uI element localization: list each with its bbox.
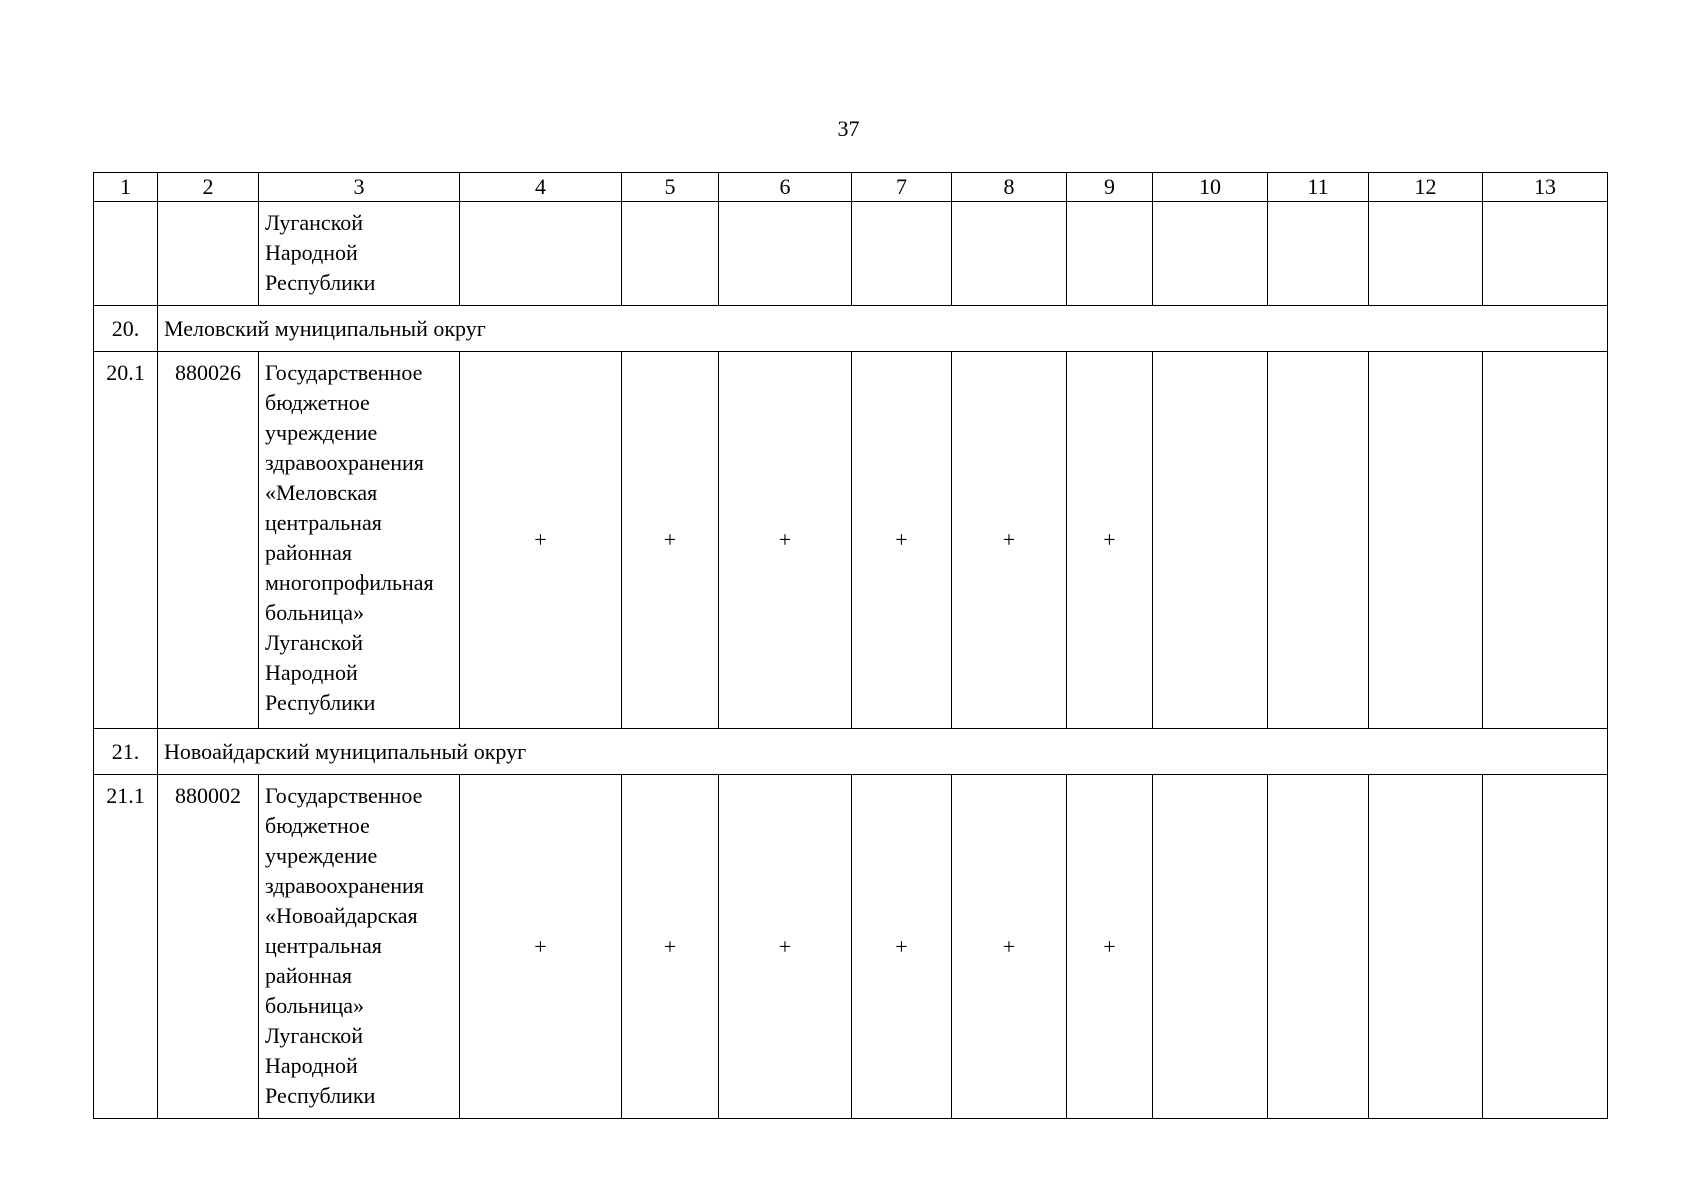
mark-cell: +	[719, 352, 852, 729]
mark-cell	[1268, 352, 1369, 729]
column-header: 6	[719, 173, 852, 202]
mark-cell	[1268, 202, 1369, 306]
mark-cell: +	[622, 775, 719, 1119]
row-number: 21.1	[94, 775, 158, 1119]
name-line: учреждение	[265, 843, 378, 868]
mark-cell: +	[460, 775, 622, 1119]
name-line: здравоохранения	[265, 450, 424, 475]
column-header: 11	[1268, 173, 1369, 202]
column-header: 12	[1369, 173, 1483, 202]
name-line: Луганской	[265, 1023, 364, 1048]
mark-cell	[1483, 352, 1608, 729]
name-line: Республики	[265, 1083, 376, 1108]
mark-cell	[1268, 775, 1369, 1119]
column-header: 1	[94, 173, 158, 202]
name-line: учреждение	[265, 420, 378, 445]
section-row	[94, 729, 1608, 775]
section-title: Меловский муниципальный округ	[158, 306, 1608, 352]
mark-cell	[1067, 202, 1153, 306]
section-row	[94, 306, 1608, 352]
name-line: Государственное	[265, 360, 423, 385]
name-line: здравоохранения	[265, 873, 424, 898]
name-line: Народной	[265, 240, 358, 265]
row-code	[158, 202, 259, 306]
section-number: 20.	[94, 306, 158, 352]
name-line: районная	[265, 963, 352, 988]
column-header: 4	[460, 173, 622, 202]
mark-cell: +	[852, 352, 952, 729]
column-number-row	[94, 173, 1608, 202]
mark-cell	[1483, 775, 1608, 1119]
column-header: 13	[1483, 173, 1608, 202]
row-number	[94, 202, 158, 306]
page-number: 37	[837, 116, 860, 141]
table-row	[94, 775, 1608, 1119]
mark-cell	[1369, 352, 1483, 729]
name-line: центральная	[265, 933, 382, 958]
name-line: бюджетное	[265, 390, 370, 415]
mark-cell: +	[952, 775, 1067, 1119]
mark-cell	[1369, 775, 1483, 1119]
mark-cell	[852, 202, 952, 306]
mark-cell	[460, 202, 622, 306]
name-line: Республики	[265, 690, 376, 715]
column-header: 9	[1067, 173, 1153, 202]
mark-cell	[952, 202, 1067, 306]
facility-name	[259, 202, 460, 306]
section-number: 21.	[94, 729, 158, 775]
name-line: Луганской	[265, 210, 364, 235]
mark-cell: +	[460, 352, 622, 729]
name-line: больница»	[265, 600, 364, 625]
mark-cell	[1153, 202, 1268, 306]
name-line: Народной	[265, 660, 358, 685]
name-line: районная	[265, 540, 352, 565]
column-header: 5	[622, 173, 719, 202]
mark-cell	[1369, 202, 1483, 306]
column-header: 10	[1153, 173, 1268, 202]
section-title: Новоайдарский муниципальный округ	[158, 729, 1608, 775]
table-row	[94, 352, 1608, 729]
mark-cell: +	[719, 775, 852, 1119]
column-header: 2	[158, 173, 259, 202]
name-line: многопрофильная	[265, 570, 434, 595]
name-line: бюджетное	[265, 813, 370, 838]
mark-cell: +	[1067, 775, 1153, 1119]
mark-cell	[622, 202, 719, 306]
facility-name	[259, 352, 460, 729]
name-line: Луганской	[265, 630, 364, 655]
name-line: центральная	[265, 510, 382, 535]
column-header: 8	[952, 173, 1067, 202]
mark-cell: +	[952, 352, 1067, 729]
name-line: Государственное	[265, 783, 423, 808]
mark-cell: +	[622, 352, 719, 729]
facility-name	[259, 775, 460, 1119]
row-code: 880026	[158, 352, 259, 729]
mark-cell	[719, 202, 852, 306]
mark-cell	[1153, 352, 1268, 729]
facilities-table	[93, 172, 1608, 1119]
column-header: 7	[852, 173, 952, 202]
row-number: 20.1	[94, 352, 158, 729]
row-code: 880002	[158, 775, 259, 1119]
mark-cell	[1483, 202, 1608, 306]
mark-cell: +	[852, 775, 952, 1119]
name-line: «Меловская	[265, 480, 378, 505]
name-line: Народной	[265, 1053, 358, 1078]
column-header: 3	[259, 173, 460, 202]
mark-cell	[1153, 775, 1268, 1119]
mark-cell: +	[1067, 352, 1153, 729]
table-row	[94, 202, 1608, 306]
name-line: Республики	[265, 270, 376, 295]
name-line: «Новоайдарская	[265, 903, 418, 928]
name-line: больница»	[265, 993, 364, 1018]
